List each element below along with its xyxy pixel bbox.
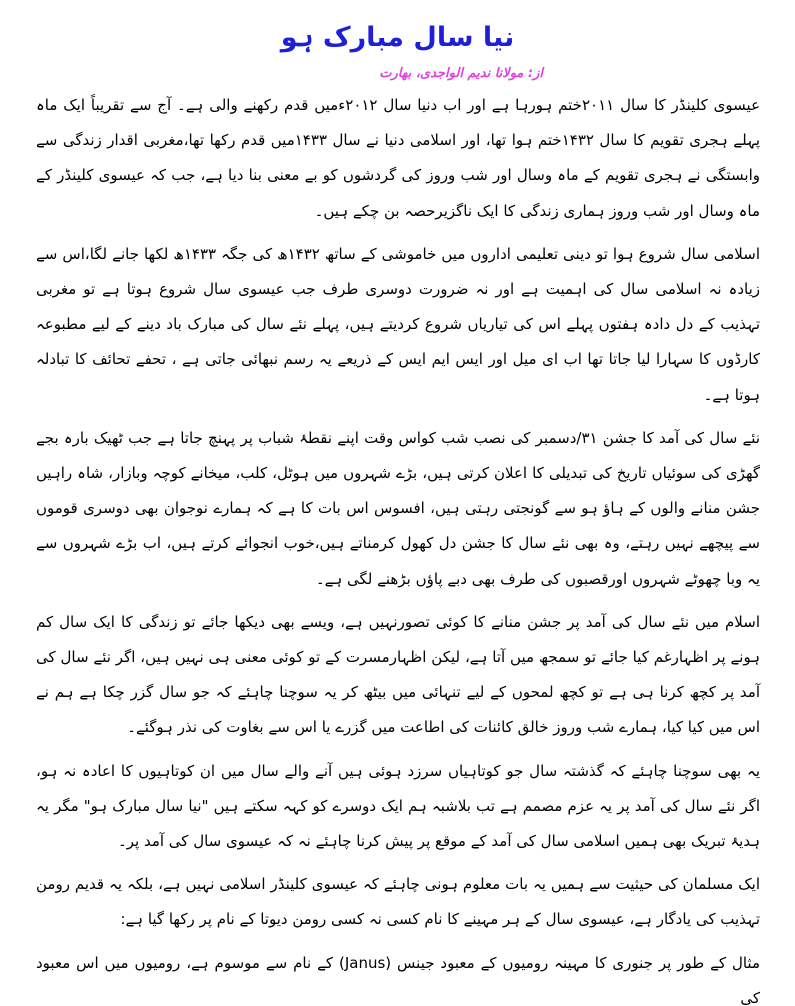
article-paragraph: ایک مسلمان کی حیثیت سے ہمیں یہ بات معلوم ہونی چاہئے کہ عیسوی کلینڈر اسلامی نہیں ہے، بلکہ یہ قدیم رومن تہذیب کی یادگار ہے، عیسوی سال کے ہر مہینے کا نام کسی نہ کسی رومن دیوتا کے نام پر رکھا گیا ہے: — [36, 875, 760, 929]
article-paragraph: نئے سال کی آمد کا جشن ۳۱/دسمبر کی نصب شب کواس وقت اپنے نقطۂ شباب پر پہنچ جاتا ہے جب ٹھیک بارہ بجے گھڑی کی سوئیاں تاریخ کی تبدیلی کا اعلان کرتی ہیں، بڑے شہروں میں ہوٹل، کلب، میخانے کوچہ وبازار، شاہ راہیں جشن منانے والوں کے ہاؤ ہو سے گونجتی رہتی ہیں، افسوس اس بات کا ہے کہ ہمارے نوجوان بھی دوسری قوموں سے پیچھے نہیں رہتے، وہ بھی نئے سال کا جشن دل کھول کرمناتے ہیں،خوب انجوائے کرتے ہیں، اب بڑے شہروں سے یہ وبا چھوٹے شہروں اورقصبوں کی طرف بھی دبے پاؤں بڑھنے لگی ہے۔ — [36, 428, 760, 588]
article-paragraph: اسلام میں نئے سال کی آمد پر جشن منانے کا کوئی تصورنہیں ہے، ویسے بھی دیکھا جائے تو زندگی کا ایک سال کم ہونے پر اظہارغم کیا جائے تو سمجھ میں آتا ہے، لیکن اظہارمسرت کے تو کوئی معنی ہی نہیں ہیں، اگر نئے سال کی آمد پر کچھ کرنا ہی ہے تو کچھ لمحوں کے لیے تنہائی میں بیٹھ کر یہ سوچنا چاہئے کہ جو سال گزر چکا ہے ہم نے اس میں کیا کیا، ہمارے شب وروز خالق کائنات کی اطاعت میں گزرے یا اس سے بغاوت کی نذر ہوگئے۔ — [36, 612, 760, 737]
article-paragraph: اسلامی سال شروع ہوا تو دینی تعلیمی اداروں میں خاموشی کے ساتھ ۱۴۳۲ھ کی جگہ ۱۴۳۳ھ لکھا جانے لگا،اس سے زیادہ نہ اسلامی سال کی اہمیت ہے اور نہ ضرورت دوسری طرف جب عیسوی سال شروع ہوتا ہے تو مغربی تہذیب کے دل دادہ ہفتوں پہلے اس کی تیاریاں شروع کردیتے ہیں، پہلے نئے سال کی مبارک باد دینے کے لیے مطبوعہ کارڈوں کا سہارا لیا جاتا تھا اب ای میل اور ایس ایم ایس کے ذریعے یہ رسم نبھائی جاتی ہے ، تحفے تحائف کا تبادلہ ہوتا ہے۔ — [36, 244, 760, 404]
article-paragraph: مثال کے طور پر جنوری کا مہینہ رومیوں کے معبود جینس (Janus) کے نام سے موسوم ہے، رومیوں میں اس معبود کی — [36, 953, 760, 1006]
article-paragraph: عیسوی کلینڈر کا سال ۲۰۱۱ختم ہورہا ہے اور اب دنیا سال ۲۰۱۲ءمیں قدم رکھنے والی ہے۔ آج سے تقریباً ایک ماہ پہلے ہجری تقویم کا سال ۱۴۳۲ختم ہوا تھا، اور اسلامی دنیا نے سال ۱۴۳۳میں قدم رکھا تھا،مغربی اقدار زندگی سے وابستگی نے ہجری تقویم کے ماہ وسال اور شب وروز کی گردشوں کو بے معنی بنا دیا ہے، جب کہ عیسوی کلینڈر کے ماہ وسال اور شب وروز ہماری زندگی کا ایک ناگزیرحصہ بن چکے ہیں۔ — [36, 96, 761, 220]
article-body — [36, 88, 760, 1006]
article-title: نیا سال مبارک ہو — [280, 22, 515, 53]
article-author: از: مولانا ندیم الواجدی، بھارت — [379, 66, 543, 81]
article-paragraph: یہ بھی سوچنا چاہئے کہ گذشتہ سال جو کوتاہیاں سرزد ہوئی ہیں آنے والے سال میں ان کوتاہیوں کا اعادہ نہ ہو، اگر نئے سال کی آمد پر یہ عزم مصمم ہے تب بلاشبہ ہم ایک دوسرے کو کہہ سکتے ہیں "نیا سال مبارک ہو" مگر یہ ہدیۂ تبریک بھی ہمیں اسلامی سال کی آمد کے موقع پر پیش کرنا چاہئے نہ کہ عیسوی سال کی آمد پر۔ — [36, 761, 760, 851]
